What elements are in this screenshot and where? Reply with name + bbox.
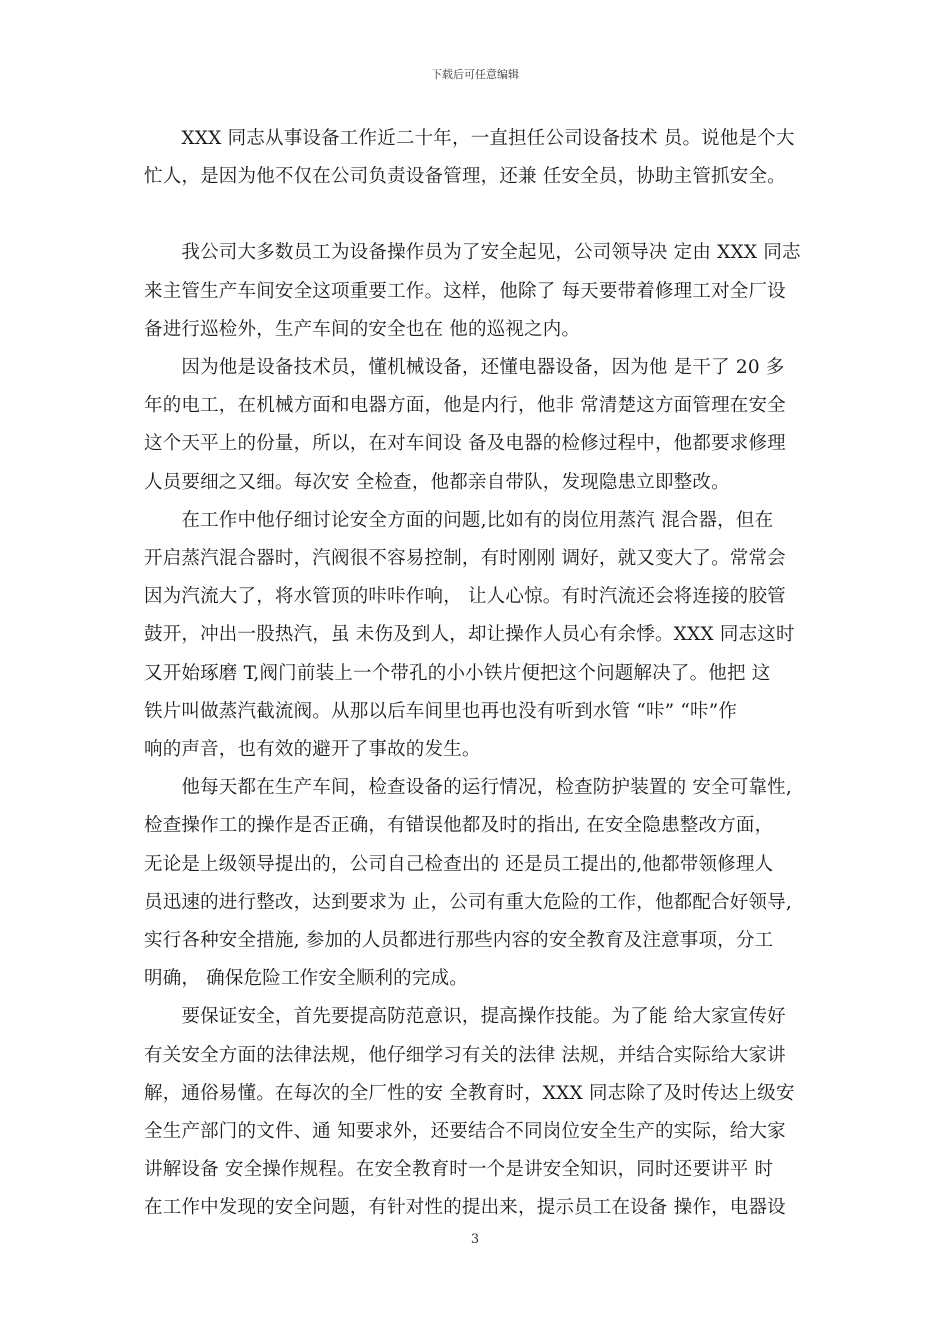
text-line: 来主管生产车间安全这项重要工作。这样，他除了 每天要带着修理工对全厂设 <box>144 280 786 302</box>
text-line: 有关安全方面的法律法规，他仔细学习有关的法律 法规，并结合实际给大家讲 <box>144 1044 786 1066</box>
text-line: 鼓开，冲出一股热汽，虽 未伤及到人，却让操作人员心有余悸。XXX 同志这时 <box>144 624 795 646</box>
page-header: 下载后可任意编辑 <box>431 68 519 81</box>
paragraph-2 <box>144 234 812 349</box>
document-body <box>144 120 812 1228</box>
text-line: 在工作中他仔细讨论安全方面的问题,比如有的岗位用蒸汽 混合器，但在 <box>144 509 774 531</box>
text-line: XXX 同志从事设备工作近二十年，一直担任公司设备技术 员。说他是个大 <box>144 128 795 149</box>
text-line: 他每天都在生产车间，检查设备的运行情况，检查防护装置的 安全可靠性, <box>144 777 792 799</box>
text-line: 开启蒸汽混合器时，汽阀很不容易控制，有时刚刚 调好，就又变大了。常常会 <box>144 548 786 570</box>
text-line: 又开始琢磨 T,阀门前装上一个带孔的小小铁片便把这个问题解决了。他把 这 <box>144 662 771 684</box>
text-line: 检查操作工的操作是否正确，有错误他都及时的指出, 在安全隐患整改方面， <box>144 815 774 837</box>
text-line: 在工作中发现的安全问题，有针对性的提出来，提示员工在设备 操作，电器设 <box>144 1197 786 1219</box>
paragraph-1 <box>144 120 812 196</box>
text-line: 因为汽流大了，将水管顶的咔咔作响， 让人心惊。有时汽流还会将连接的胶管 <box>144 586 786 608</box>
text-line: 实行各种安全措施, 参加的人员都进行那些内容的安全教育及注意事项，分工 <box>144 930 774 952</box>
paragraph-6 <box>144 998 812 1227</box>
paragraph-4 <box>144 502 812 769</box>
text-line: 年的电工，在机械方面和电器方面，他是内行，他非 常清楚这方面管理在安全 <box>144 395 786 417</box>
text-line: 要保证安全，首先要提高防范意识，提高操作技能。为了能 给大家宣传好 <box>144 1006 786 1028</box>
text-line: 铁片叫做蒸汽截流阀。从那以后车间里也再也没有听到水管 “咔” “咔”作 <box>144 700 738 722</box>
paragraph-5 <box>144 769 812 998</box>
text-line: 这个天平上的份量，所以，在对车间设 备及电器的检修过程中，他都要求修理 <box>144 433 786 455</box>
text-line: 人员要细之又细。每次安 全检查，他都亲自带队，发现隐患立即整改。 <box>144 471 730 493</box>
text-line: 响的声音，也有效的避开了事故的发生。 <box>144 739 481 761</box>
paragraph-3 <box>144 349 812 502</box>
text-line: 因为他是设备技术员，懂机械设备，还懂电器设备，因为他 是干了 20 多 <box>144 357 785 379</box>
text-line: 忙人，是因为他不仅在公司负责设备管理，还兼 任安全员，协助主管抓安全。 <box>144 166 786 188</box>
text-line: 员迅速的进行整改，达到要求为 止，公司有重大危险的工作，他都配合好领导, <box>144 891 792 913</box>
text-line: 我公司大多数员工为设备操作员为了安全起见，公司领导决 定由 XXX 同志 <box>144 242 801 264</box>
text-line: 备进行巡检外，生产车间的安全也在 他的巡视之内。 <box>144 318 581 340</box>
text-line: 无论是上级领导提出的，公司自己检查出的 还是员工提出的,他都带领修理人 <box>144 853 774 875</box>
text-line: 解，通俗易懂。在每次的全厂性的安 全教育时，XXX 同志除了及时传达上级安 <box>144 1082 795 1104</box>
text-line: 明确， 确保危险工作安全顺利的完成。 <box>144 968 468 990</box>
text-line: 讲解设备 安全操作规程。在安全教育时一个是讲安全知识，同时还要讲平 时 <box>144 1159 774 1181</box>
page-number: 3 <box>470 1232 480 1247</box>
text-line: 全生产部门的文件、通 知要求外，还要结合不同岗位安全生产的实际，给大家 <box>144 1121 786 1143</box>
paragraph-gap <box>144 196 812 234</box>
